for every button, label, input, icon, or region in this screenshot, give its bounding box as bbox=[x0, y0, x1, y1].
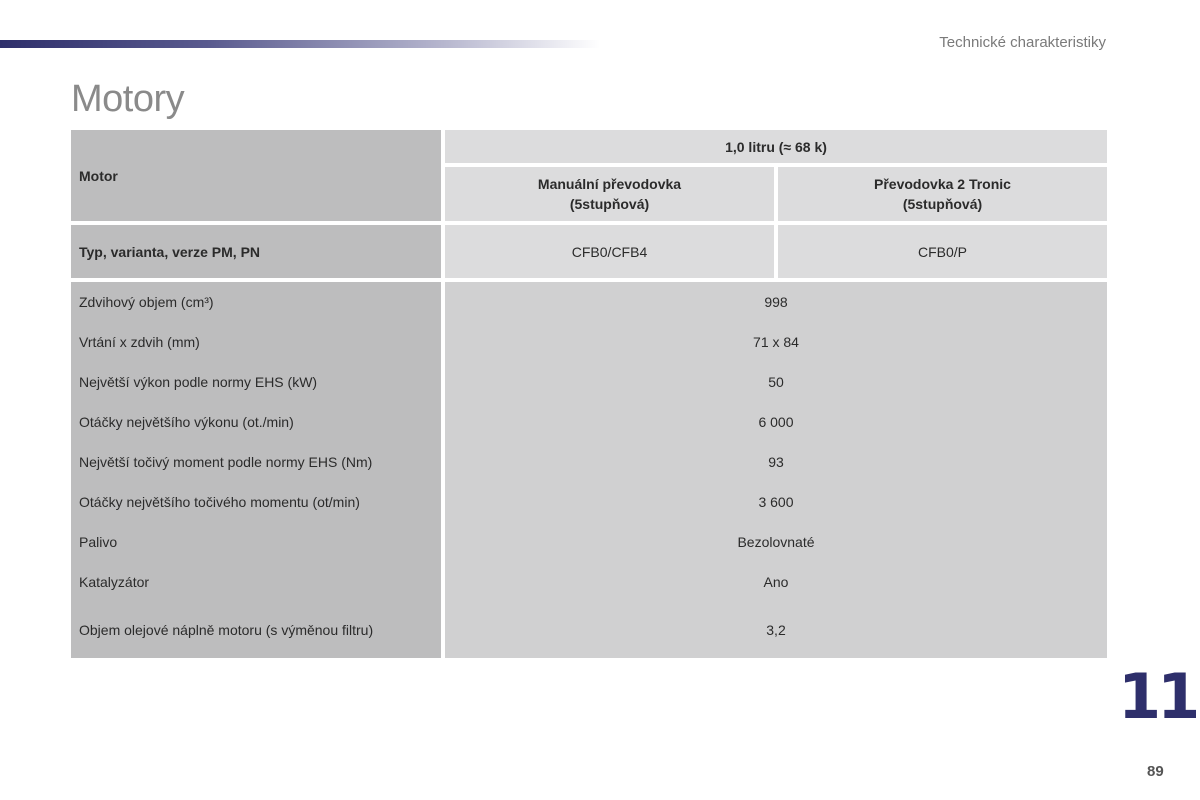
spec-label: Objem olejové náplně motoru (s výměnou filtru) bbox=[79, 622, 374, 638]
spec-value: 71 x 84 bbox=[753, 334, 799, 350]
spec-label: Katalyzátor bbox=[79, 574, 150, 590]
spec-label: Otáčky největšího výkonu (ot./min) bbox=[79, 414, 294, 430]
header-accent-bar bbox=[0, 40, 600, 48]
spec-label: Největší točivý moment podle normy EHS (Nm) bbox=[79, 454, 373, 470]
spec-value: 6 000 bbox=[758, 414, 794, 430]
spec-value: Ano bbox=[763, 574, 789, 590]
engine-heading: 1,0 litru (≈ 68 k) bbox=[445, 130, 1107, 163]
spec-labels bbox=[71, 282, 441, 658]
page-title: Motory bbox=[71, 78, 185, 120]
type-value-manual: CFB0/CFB4 bbox=[445, 225, 774, 278]
spec-value: 3,2 bbox=[766, 622, 786, 638]
engine-spec-table bbox=[71, 130, 1107, 658]
transmission-tronic-line1: Převodovka 2 Tronic bbox=[874, 176, 1011, 192]
transmission-manual bbox=[445, 167, 774, 221]
chapter-number: 11 bbox=[1118, 660, 1197, 733]
transmission-tronic-line2: (5stupňová) bbox=[902, 196, 983, 212]
spec-value: 998 bbox=[764, 294, 788, 310]
transmission-manual-line2: (5stupňová) bbox=[569, 196, 650, 212]
motor-label: Motor bbox=[71, 130, 441, 221]
spec-value: 93 bbox=[768, 454, 784, 470]
spec-block bbox=[71, 282, 1107, 658]
transmission-manual-line1: Manuální převodovka bbox=[537, 176, 682, 192]
spec-label: Palivo bbox=[79, 534, 118, 550]
spec-label: Otáčky největšího točivého momentu (ot/min) bbox=[79, 494, 360, 510]
spec-value: 3 600 bbox=[758, 494, 794, 510]
spec-value: Bezolovnaté bbox=[737, 534, 815, 550]
type-label: Typ, varianta, verze PM, PN bbox=[71, 225, 441, 278]
spec-value: 50 bbox=[768, 374, 784, 390]
transmission-tronic bbox=[778, 167, 1107, 221]
spec-values bbox=[445, 282, 1107, 658]
page-number: 89 bbox=[1147, 763, 1164, 780]
type-row bbox=[71, 225, 1107, 278]
section-title: Technické charakteristiky bbox=[939, 34, 1106, 51]
type-value-tronic: CFB0/P bbox=[778, 225, 1107, 278]
spec-label: Zdvihový objem (cm³) bbox=[79, 294, 214, 310]
spec-label: Největší výkon podle normy EHS (kW) bbox=[79, 374, 318, 390]
table-header bbox=[71, 130, 1107, 221]
spec-label: Vrtání x zdvih (mm) bbox=[79, 334, 200, 350]
